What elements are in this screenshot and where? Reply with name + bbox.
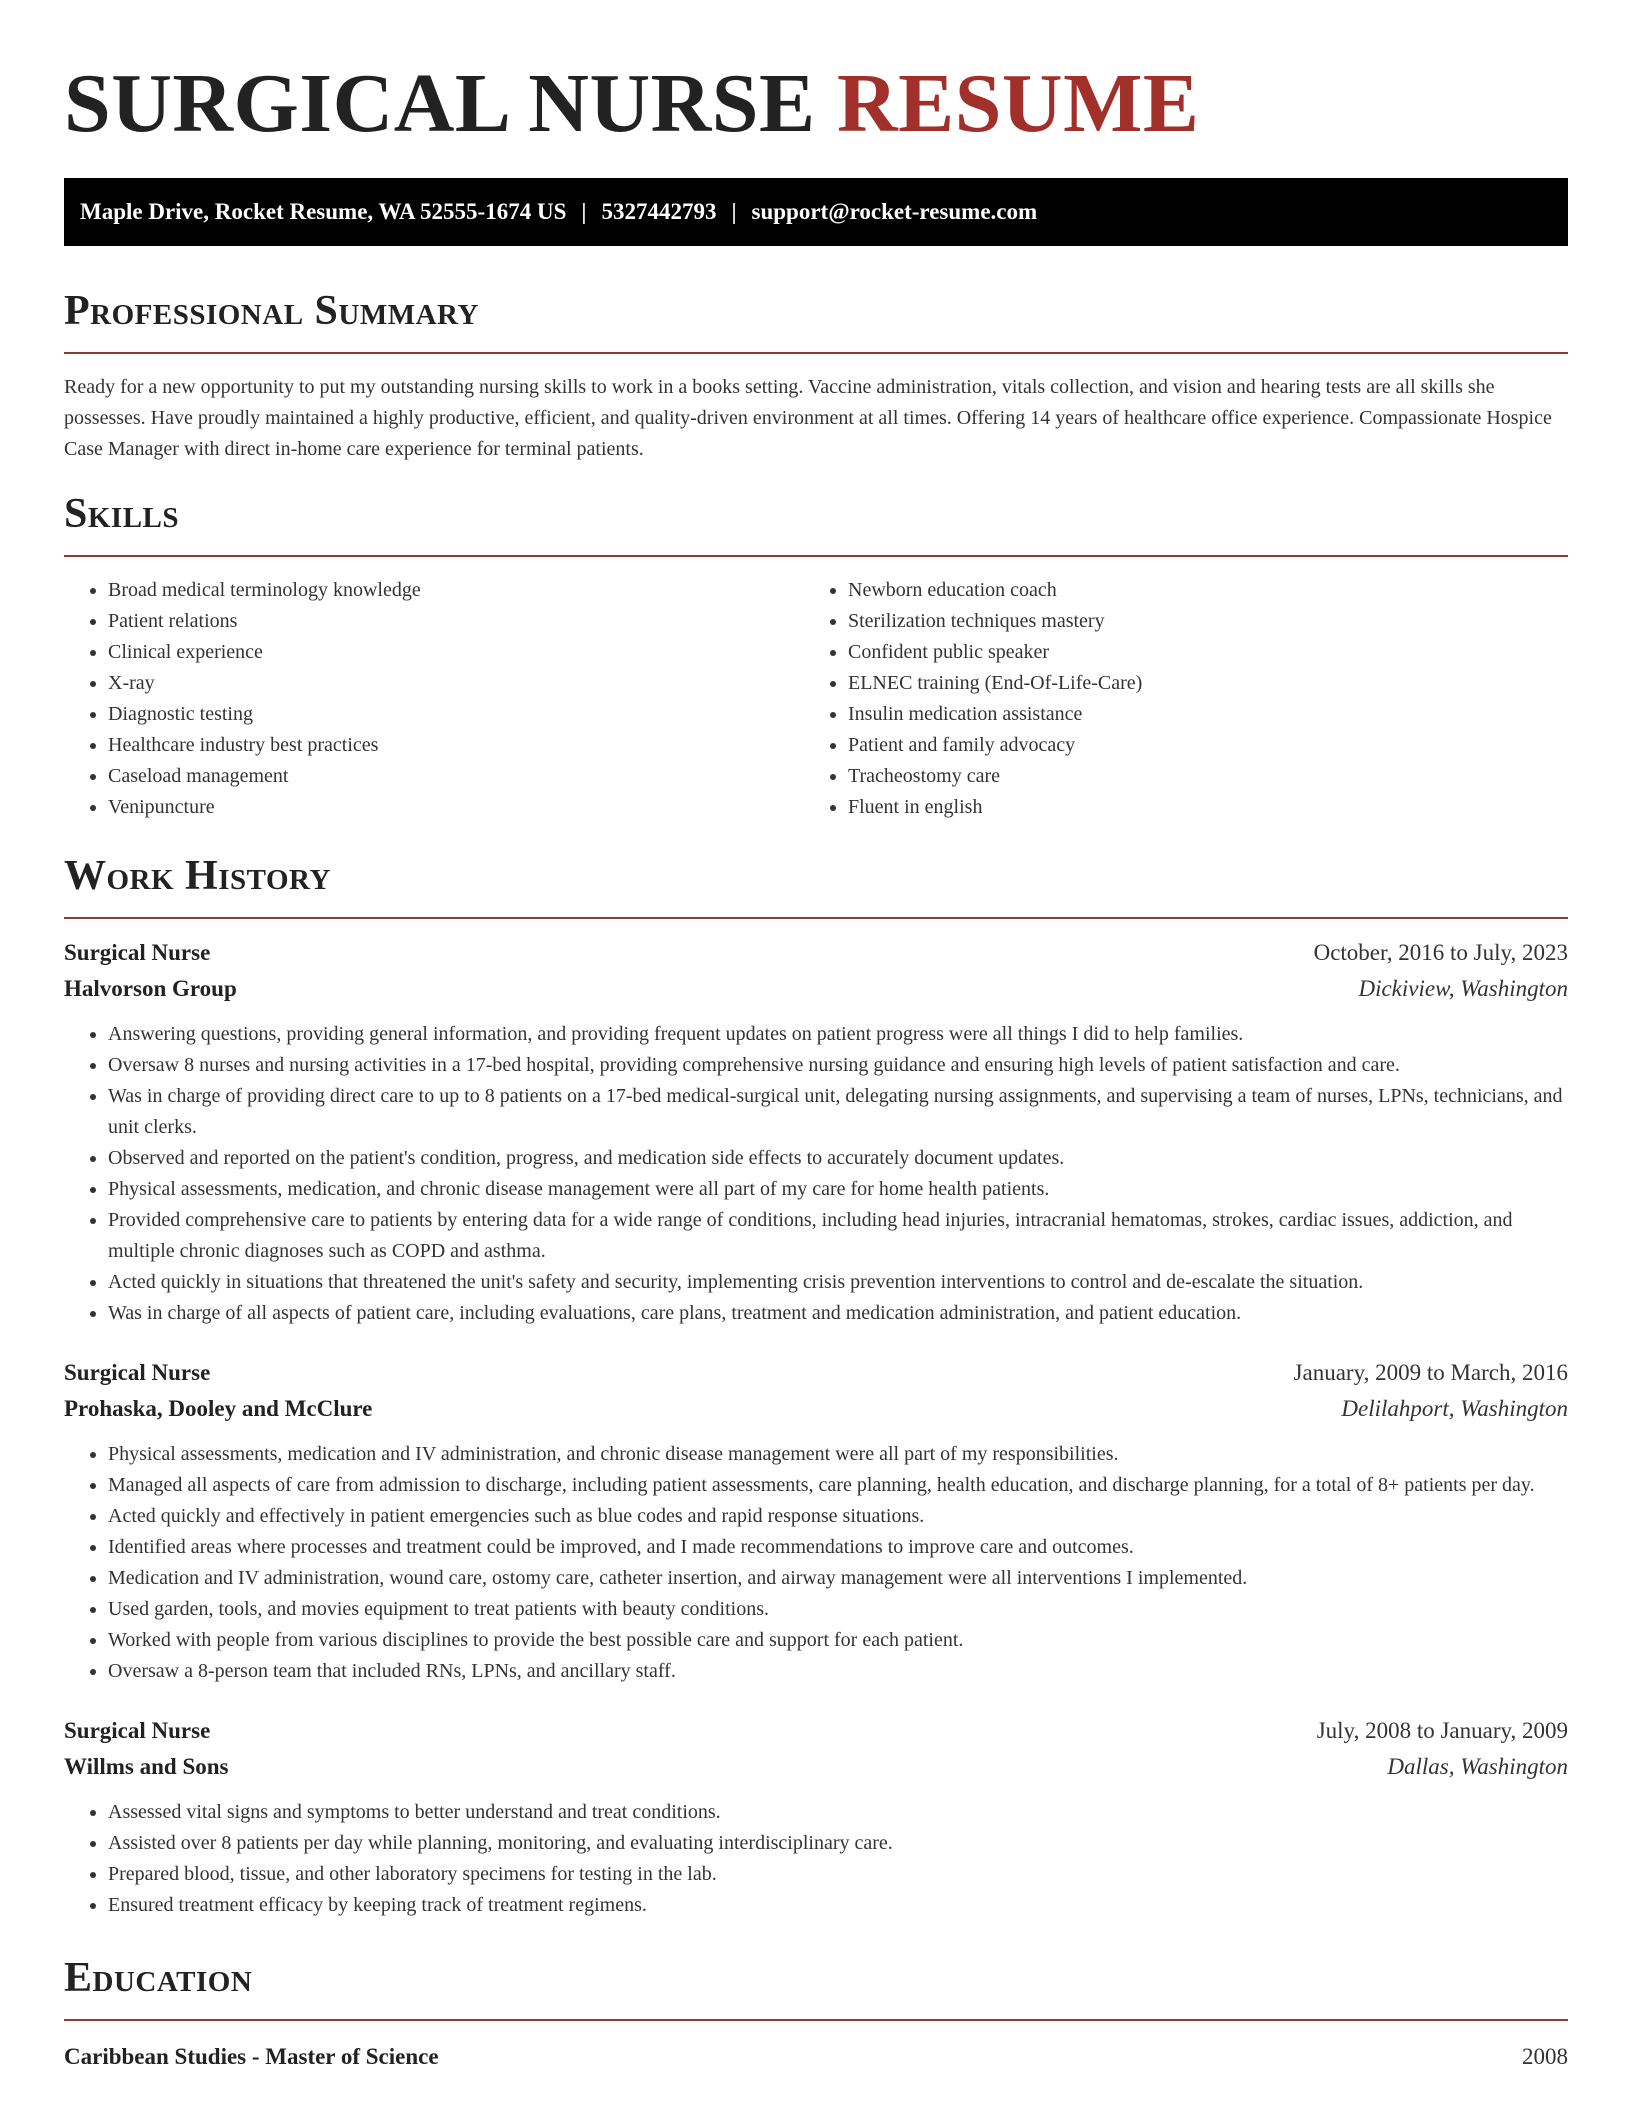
education-degree: Caribbean Studies - Master of Science <box>64 2044 439 2069</box>
skill-item: • Sterilization techniques mastery <box>848 606 1544 637</box>
job-entry <box>64 1713 1568 1921</box>
job-duties-list <box>64 1439 1568 1687</box>
job-duty: • Assisted over 8 patients per day while planning, monitoring, and evaluating interdisciplinary care. <box>108 1828 1568 1859</box>
skill-item: • Caseload management <box>108 761 804 792</box>
job-company-row <box>64 1391 1568 1427</box>
job-duty: • Prepared blood, tissue, and other laboratory specimens for testing in the lab. <box>108 1859 1568 1890</box>
job-duty: • Acted quickly and effectively in patient emergencies such as blue codes and rapid response situations. <box>108 1501 1568 1532</box>
job-title-row <box>64 1713 1568 1749</box>
job-duty: • Managed all aspects of care from admission to discharge, including patient assessments, care planning, health education, and discharge planning, for a total of 8+ patients per day. <box>108 1470 1568 1501</box>
job-duty: • Oversaw 8 nurses and nursing activities in a 17-bed hospital, providing comprehensive nursing guidance and ensuring high levels of patient satisfaction and care. <box>108 1050 1568 1081</box>
summary-heading: Professional Summary <box>64 288 479 334</box>
skill-item: • Confident public speaker <box>848 637 1544 668</box>
section-divider <box>64 917 1568 919</box>
job-duty: • Physical assessments, medication, and chronic disease management were all part of my care for home health patients. <box>108 1174 1568 1205</box>
job-duties-list <box>64 1797 1568 1921</box>
contact-address: Maple Drive, Rocket Resume, WA 52555-1674 US <box>80 199 567 224</box>
education-heading: Education <box>64 1955 253 2001</box>
skills-list-right <box>804 575 1544 823</box>
title-accent: RESUME <box>837 57 1200 150</box>
contact-phone[interactable]: 5327442793 <box>601 199 717 224</box>
skill-item: • Patient and family advocacy <box>848 730 1544 761</box>
skill-item: • Broad medical terminology knowledge <box>108 575 804 606</box>
skill-item: • Patient relations <box>108 606 804 637</box>
job-company: Willms and Sons <box>64 1754 229 1779</box>
job-duty: • Was in charge of all aspects of patient care, including evaluations, care plans, treatment and medication administration, and patient education. <box>108 1298 1568 1329</box>
section-divider <box>64 2019 1568 2021</box>
skill-item: • Newborn education coach <box>848 575 1544 606</box>
skill-item: • X-ray <box>108 668 804 699</box>
education-entry <box>64 2039 1568 2075</box>
contact-separator: | <box>581 199 587 224</box>
job-entry <box>64 935 1568 1329</box>
skill-item: • Diagnostic testing <box>108 699 804 730</box>
job-duty: • Ensured treatment efficacy by keeping track of treatment regimens. <box>108 1890 1568 1921</box>
section-divider <box>64 352 1568 354</box>
job-duty: • Was in charge of providing direct care to up to 8 patients on a 17-bed medical-surgical unit, delegating nursing assignments, and supervising a team of nurses, LPNs, technicians, and unit clerks. <box>108 1081 1568 1143</box>
job-company: Halvorson Group <box>64 976 237 1001</box>
job-duties-list <box>64 1019 1568 1329</box>
job-title: Surgical Nurse <box>64 1360 211 1385</box>
job-duty: • Used garden, tools, and movies equipment to treat patients with beauty conditions. <box>108 1594 1568 1625</box>
contact-separator: | <box>731 199 737 224</box>
job-title: Surgical Nurse <box>64 940 211 965</box>
skill-item: • Venipuncture <box>108 792 804 823</box>
work-history-heading: Work History <box>64 853 331 899</box>
job-title: Surgical Nurse <box>64 1718 211 1743</box>
skill-item: • Tracheostomy care <box>848 761 1544 792</box>
skills-list-left <box>64 575 804 823</box>
skills-section <box>64 489 1568 823</box>
job-dates: October, 2016 to July, 2023 <box>1313 940 1568 965</box>
skill-item: • Insulin medication assistance <box>848 699 1544 730</box>
job-location: Delilahport, Washington <box>1341 1396 1568 1421</box>
skills-heading: Skills <box>64 491 180 537</box>
job-duty: • Oversaw a 8-person team that included RNs, LPNs, and ancillary staff. <box>108 1656 1568 1687</box>
job-company-row <box>64 1749 1568 1785</box>
education-section <box>64 1953 1568 2075</box>
skills-columns <box>64 575 1568 823</box>
skill-item: • ELNEC training (End-Of-Life-Care) <box>848 668 1544 699</box>
title-main: SURGICAL NURSE <box>64 57 816 150</box>
job-title-row <box>64 935 1568 971</box>
job-duty: • Identified areas where processes and treatment could be improved, and I made recommendations to improve care and outcomes. <box>108 1532 1568 1563</box>
job-dates: July, 2008 to January, 2009 <box>1316 1718 1568 1743</box>
skill-item: • Fluent in english <box>848 792 1544 823</box>
section-divider <box>64 555 1568 557</box>
job-company: Prohaska, Dooley and McClure <box>64 1396 373 1421</box>
job-duty: • Worked with people from various disciplines to provide the best possible care and support for each patient. <box>108 1625 1568 1656</box>
job-company-row <box>64 971 1568 1007</box>
job-entry <box>64 1355 1568 1687</box>
job-dates: January, 2009 to March, 2016 <box>1293 1360 1568 1385</box>
contact-bar <box>64 178 1568 246</box>
job-duty: • Observed and reported on the patient's condition, progress, and medication side effects to accurately document updates. <box>108 1143 1568 1174</box>
job-location: Dickiview, Washington <box>1358 976 1568 1001</box>
summary-section <box>64 286 1568 465</box>
skill-item: • Healthcare industry best practices <box>108 730 804 761</box>
job-title-row <box>64 1355 1568 1391</box>
job-duty: • Answering questions, providing general information, and providing frequent updates on patient progress were all things I did to help families. <box>108 1019 1568 1050</box>
contact-email[interactable]: support@rocket-resume.com <box>751 199 1038 224</box>
resume-title <box>64 0 1568 154</box>
job-duty: • Medication and IV administration, wound care, ostomy care, catheter insertion, and airway management were all interventions I implemented. <box>108 1563 1568 1594</box>
job-duty: • Assessed vital signs and symptoms to better understand and treat conditions. <box>108 1797 1568 1828</box>
job-location: Dallas, Washington <box>1387 1754 1568 1779</box>
job-duty: • Acted quickly in situations that threatened the unit's safety and security, implementing crisis prevention interventions to control and de-escalate the situation. <box>108 1267 1568 1298</box>
summary-text: Ready for a new opportunity to put my outstanding nursing skills to work in a books setting. Vaccine administration, vitals collection, and vision and hearing tests are all skills she possesses. Have proudly maintained a highly productive, efficient, and quality-driven environment at all times. Offering 14 years of healthcare office experience. Compassionate Hospice Case Manager with direct in-home care experience for terminal patients. <box>64 376 1552 460</box>
job-duty: • Physical assessments, medication and IV administration, and chronic disease management were all part of my responsibilities. <box>108 1439 1568 1470</box>
job-duty: • Provided comprehensive care to patients by entering data for a wide range of conditions, including head injuries, intracranial hematomas, strokes, cardiac issues, addiction, and multiple chronic diagnoses such as COPD and asthma. <box>108 1205 1568 1267</box>
skill-item: • Clinical experience <box>108 637 804 668</box>
work-history-section <box>64 851 1568 1921</box>
education-year: 2008 <box>1522 2044 1568 2069</box>
